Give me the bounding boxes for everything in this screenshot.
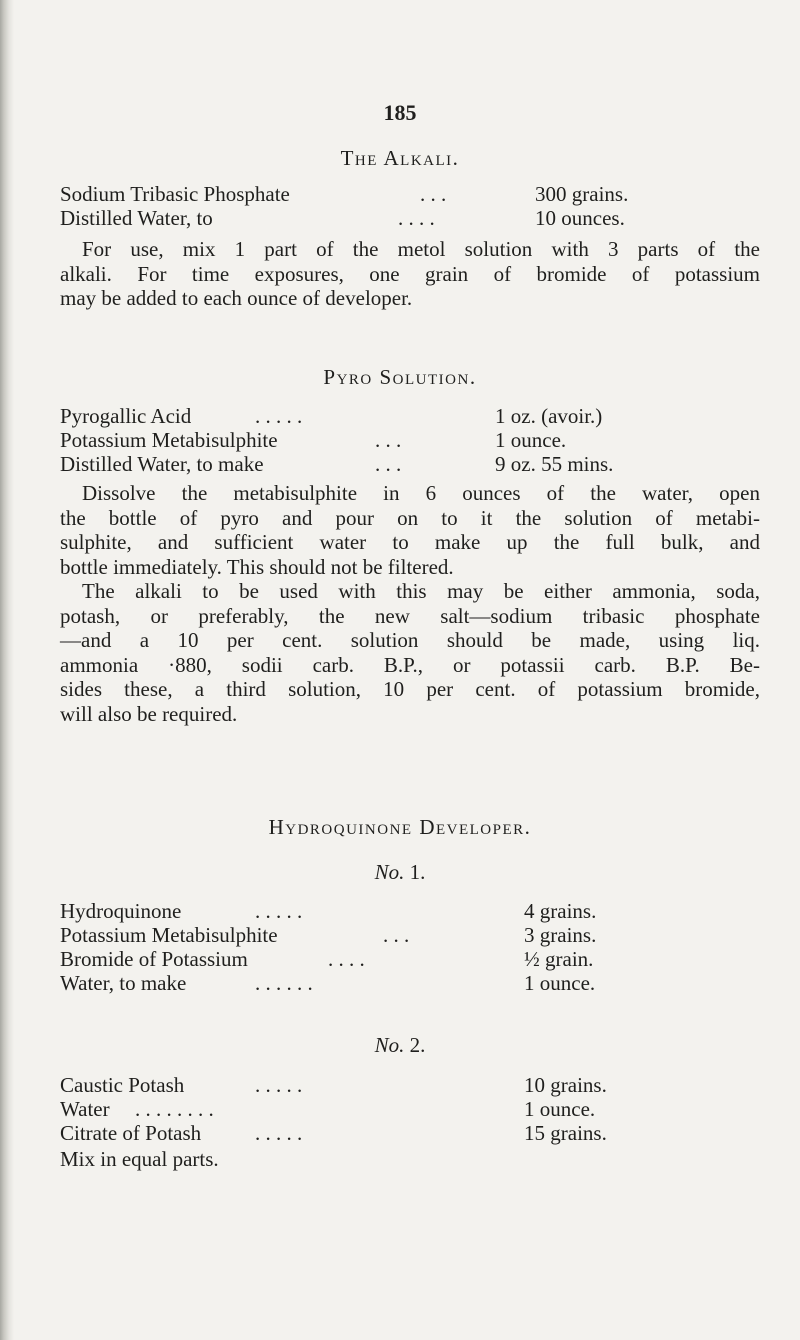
formula-note [60, 1147, 740, 1173]
formula-number: 1. [409, 860, 426, 884]
mixing-note: Mix in equal parts. [60, 1147, 219, 1171]
text-line: sulphite, and sufficient water to make up the full bulk, and [60, 530, 760, 554]
ingredient-quantity: 300 grains. [535, 182, 629, 206]
formula-number: 2. [409, 1033, 426, 1057]
ingredient-quantity: 1 ounce. [524, 971, 596, 995]
ingredient-name: Sodium Tribasic Phosphate [60, 182, 290, 206]
text-line: For use, mix 1 part of the metol solution with 3 parts of the [82, 237, 760, 261]
ingredient-name: Bromide of Potassium [60, 947, 248, 971]
ingredient-name: Water [60, 1097, 110, 1121]
section-heading-hydroquinone: Hydroquinone Developer. [268, 815, 532, 839]
formula-label: No. [374, 860, 405, 884]
text-line: may be added to each ounce of developer. [60, 286, 413, 310]
leader-dots: . . . . . [255, 899, 303, 923]
ingredient-quantity: 1 oz. (avoir.) [495, 404, 603, 428]
ingredient-quantity: 15 grains. [524, 1121, 607, 1145]
ingredient-name: Caustic Potash [60, 1073, 185, 1097]
paragraph-alkali-usage [60, 237, 760, 311]
recipe-row [60, 971, 740, 997]
text-line: Dissolve the metabisulphite in 6 ounces of the water, open [82, 481, 760, 505]
ingredient-quantity: 10 ounces. [535, 206, 625, 230]
section-heading-alkali: The Alkali. [340, 146, 460, 170]
leader-dots: . . . [383, 923, 410, 947]
leader-dots: . . . . . [255, 1073, 303, 1097]
formula-subheading-no2 [0, 1033, 800, 1058]
leader-dots: . . . [420, 182, 447, 206]
leader-dots: . . . . . . . . [135, 1097, 214, 1121]
text-line: potash, or preferably, the new salt—sodium tribasic phosphate [60, 603, 760, 628]
recipe-row [60, 1097, 740, 1123]
ingredient-quantity: ½ grain. [524, 947, 594, 971]
text-line: bottle immediately. This should not be filtered. [60, 554, 454, 579]
formula-label: No. [374, 1033, 405, 1057]
section-heading-pyro: Pyro Solution. [323, 365, 477, 389]
ingredient-name: Potassium Metabisulphite [60, 428, 278, 452]
recipe-row [60, 947, 740, 973]
leader-dots: . . . [375, 452, 402, 476]
text-line: will also be required. [60, 701, 238, 726]
recipe-row [60, 1121, 740, 1147]
page-number: 185 [383, 100, 417, 125]
text-line: alkali. For time exposures, one grain of bromide of potassium [60, 261, 760, 286]
ingredient-name: Potassium Metabisulphite [60, 923, 278, 947]
recipe-row [60, 452, 760, 478]
leader-dots: . . . . . . [255, 971, 313, 995]
recipe-row [60, 428, 760, 454]
ingredient-name: Citrate of Potash [60, 1121, 202, 1145]
leader-dots: . . . . . [255, 1121, 303, 1145]
recipe-row [60, 182, 720, 208]
text-line: sides these, a third solution, 10 per cent. of potassium bromide, [60, 677, 760, 701]
text-line: —and a 10 per cent. solution should be made, using liq. [60, 628, 760, 652]
text-line: The alkali to be used with this may be either ammonia, soda, [82, 579, 760, 603]
leader-dots: . . . . [398, 206, 435, 230]
paragraph-pyro-directions [60, 481, 760, 726]
ingredient-quantity: 9 oz. 55 mins. [495, 452, 614, 476]
recipe-row [60, 1073, 740, 1099]
text-line: ammonia ·880, sodii carb. B.P., or potassii carb. B.P. Be- [60, 652, 760, 677]
recipe-row [60, 206, 720, 232]
leader-dots: . . . . . [255, 404, 303, 428]
formula-subheading-no1 [0, 860, 800, 885]
ingredient-name: Distilled Water, to make [60, 452, 264, 476]
recipe-row [60, 899, 740, 925]
leader-dots: . . . . [328, 947, 365, 971]
recipe-row [60, 923, 740, 949]
text-line: the bottle of pyro and pour on to it the solution of metabi- [60, 505, 760, 530]
ingredient-quantity: 3 grains. [524, 923, 597, 947]
ingredient-name: Pyrogallic Acid [60, 404, 192, 428]
ingredient-quantity: 10 grains. [524, 1073, 607, 1097]
ingredient-quantity: 1 ounce. [495, 428, 567, 452]
ingredient-name: Distilled Water, to [60, 206, 213, 230]
leader-dots: . . . [375, 428, 402, 452]
recipe-row [60, 404, 760, 430]
ingredient-name: Water, to make [60, 971, 187, 995]
ingredient-name: Hydroquinone [60, 899, 182, 923]
ingredient-quantity: 4 grains. [524, 899, 597, 923]
ingredient-quantity: 1 ounce. [524, 1097, 596, 1121]
